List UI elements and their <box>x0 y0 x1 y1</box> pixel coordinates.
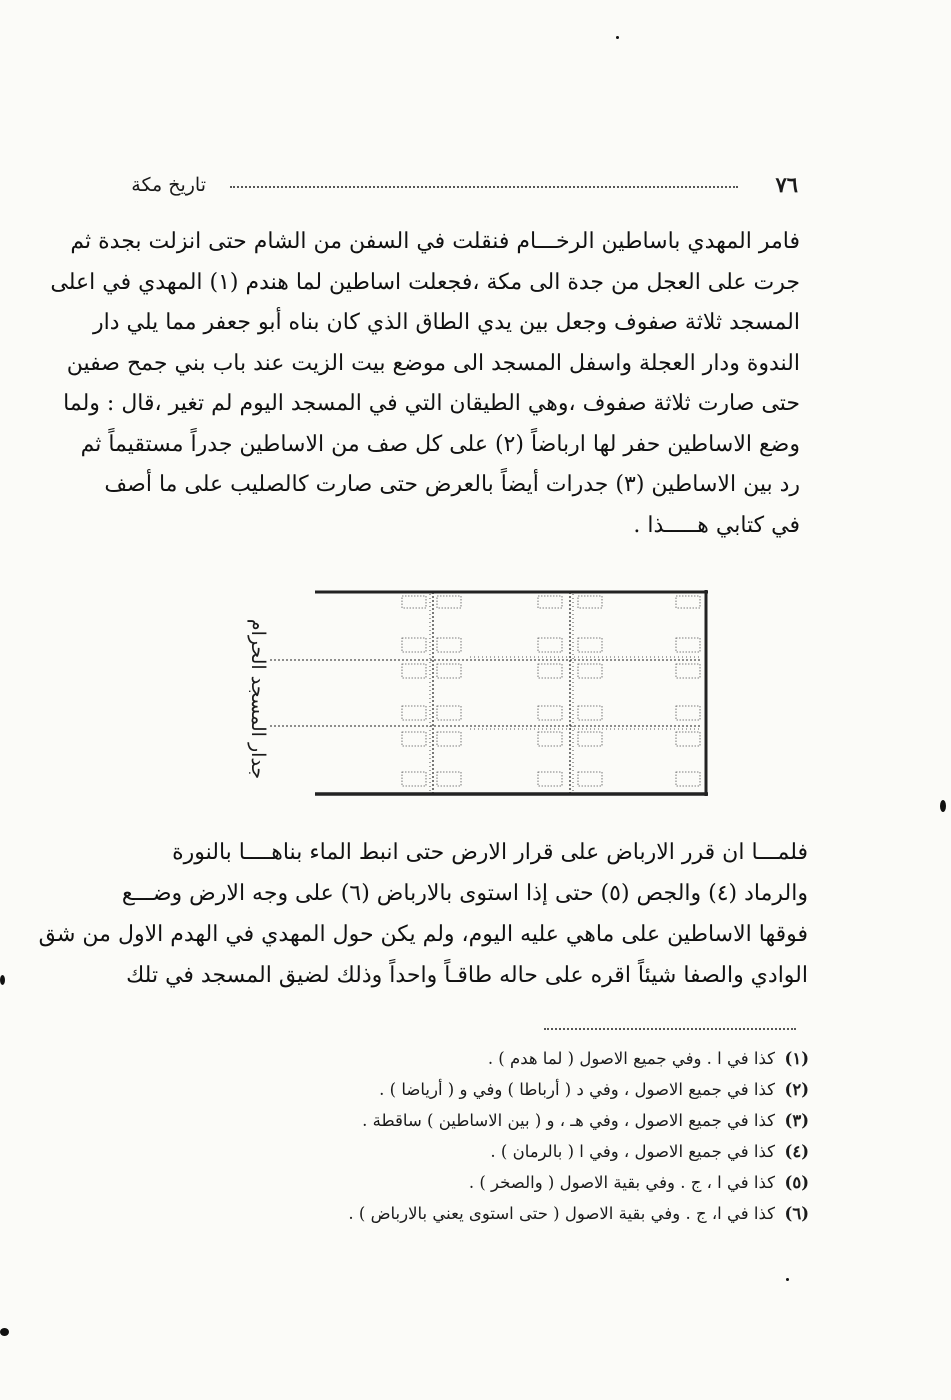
footnote-number: (٢) <box>784 1080 809 1099</box>
footnote-text: كذا في ا . وفي جميع الاصول ( لما هدم ) . <box>487 1049 775 1068</box>
header-dotted-leader <box>230 186 738 188</box>
paragraph-line: وضع الاساطين حفر لها ارباضاً (٢) على كل صف من الاساطين جدراً مستقيماً ثم <box>80 431 800 457</box>
footnote-separator <box>544 1028 796 1030</box>
scan-speck <box>0 975 5 985</box>
scan-speck <box>0 1328 9 1336</box>
footnote-text: كذا في جميع الاصول ، وفي د ( أرباطا ) وفي و ( أرياضا ) . <box>379 1080 775 1099</box>
paragraph-line: الوادي والصفا شيئاً اقره على حاله طاقـاً واحداً وذلك لضيق المسجد في تلك <box>126 963 808 988</box>
paragraph-line: رد بين الاساطين (٣) جدرات أيضاً بالعرض حتى صارت كالصليب على ما أصف <box>104 472 800 497</box>
paragraph-line: في كتابي هـــــذا . <box>633 512 800 538</box>
paragraph-line: الندوة ودار العجلة واسفل المسجد الى موضع بيت الزيت عند باب بني جمح صفين <box>66 350 800 376</box>
footnote-number: (١) <box>784 1049 809 1068</box>
paragraph-1 <box>50 222 800 546</box>
paragraph-line: المسجد ثلاثة صفوف وجعل بين يدي الطاق الذي كان بناه أبو جعفر مما يلي دار <box>93 310 800 335</box>
footnote-number: (٥) <box>784 1173 809 1192</box>
footnote-number: (٣) <box>784 1111 809 1130</box>
scan-speck <box>616 36 619 39</box>
footnote-text: كذا في ا، ج . وفي بقية الاصول ( حتى استوى يعني بالارباض ) . <box>348 1204 775 1223</box>
diagram-drawing <box>230 584 720 802</box>
scan-speck <box>940 800 946 812</box>
paragraph-line: والرماد (٤) والجص (٥) حتى إذا استوى بالارباض (٦) على وجه الارض وضـــع <box>121 881 808 906</box>
paragraph-line: فلمـــا ان قرر الارباض على قرار الارض حتى انبط الماء بناهــــا بالنورة <box>172 840 808 865</box>
footnote <box>249 1167 809 1198</box>
footnote-text: كذا في جميع الاصول ، وفي ا ( بالرمان ) . <box>490 1142 775 1161</box>
book-title: تاريخ مكة <box>131 174 206 196</box>
columns-foundation-diagram <box>230 584 720 802</box>
paragraph-2 <box>38 832 808 996</box>
running-header <box>130 170 798 204</box>
footnote <box>249 1198 809 1229</box>
paragraph-line: جرت على العجل من جدة الى مكة ،فجعلت اساطين لما هندم (١) المهدي في اعلى <box>50 269 800 295</box>
footnote <box>249 1043 809 1074</box>
footnote-text: كذا في ا ، ج . وفي بقية الاصول ( والصخر ) . <box>468 1173 775 1192</box>
footnote-text: كذا في جميع الاصول ، وفي هـ ، و ( بين الاساطين ) ساقطة . <box>362 1111 775 1130</box>
paragraph-line: فوقها الاساطين على ماهي عليه اليوم، ولم يكن حول المهدي في الهدم الاول من شق <box>38 922 808 947</box>
paragraph-line: حتى صارت ثلاثة صفوف ،وهي الطيقان التي في المسجد اليوم لم تغير ،قال : ولما <box>63 391 800 416</box>
footnote-number: (٤) <box>784 1142 809 1161</box>
scan-speck <box>786 1278 789 1281</box>
footnotes <box>249 1043 809 1229</box>
footnote <box>249 1105 809 1136</box>
footnote-number: (٦) <box>784 1204 809 1223</box>
footnote <box>249 1074 809 1105</box>
footnote <box>249 1136 809 1167</box>
wall-side-label: جدار المسجد الحرام <box>247 618 269 780</box>
paragraph-line: فامر المهدي باساطين الرخـــام فنقلت في السفن من الشام حتى انزلت بجدة ثم <box>70 229 800 254</box>
page-number: ٧٦ <box>775 172 798 197</box>
